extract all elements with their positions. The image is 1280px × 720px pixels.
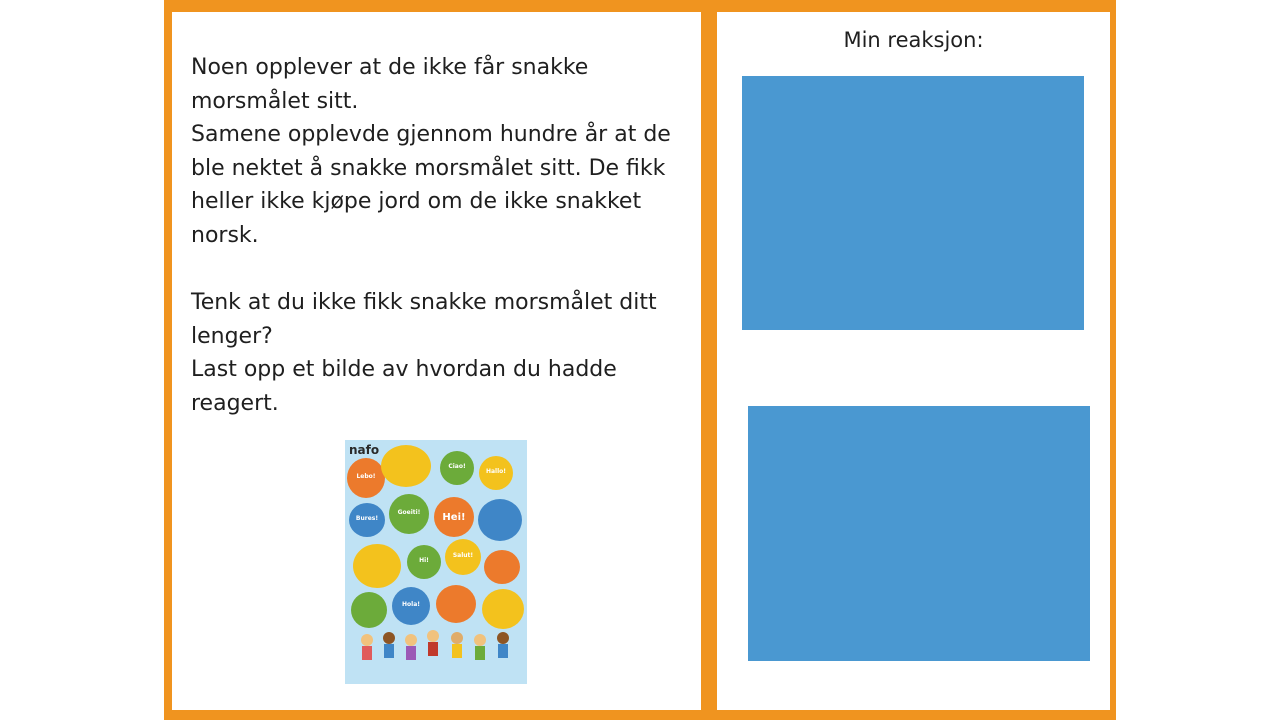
bubble-label: Hei! — [442, 512, 466, 523]
prompt-paragraph-2: Samene opplevde gjennom hundre år at de ble nektet å snakke morsmålet sitt. De fikk heller ikke kjøpe jord om de ikke snakket norsk. — [191, 122, 671, 248]
bubble-label: Hallo! — [485, 468, 507, 475]
prompt-paragraph-1: Noen opplever at de ikke får snakke morsmålet sitt. — [191, 55, 589, 114]
bubble-label: Ciao! — [448, 463, 466, 470]
prompt-text — [191, 51, 691, 421]
bubble-label: Bures! — [355, 515, 379, 522]
reaction-title: Min reaksjon: — [843, 28, 984, 52]
bubble-label: Hola! — [402, 601, 420, 608]
poster-logo: nafo — [349, 443, 380, 457]
upload-placeholder-2[interactable] — [748, 406, 1090, 661]
prompt-paragraph-4: Last opp et bilde av hvordan du hadde reagert. — [191, 357, 617, 416]
bubble-label: Lebo! — [356, 473, 376, 480]
upload-placeholder-1[interactable] — [742, 76, 1084, 330]
bubble-label: Salut! — [452, 552, 474, 559]
bubble-label: Goeiti! — [397, 509, 421, 516]
bubble-label: Hi! — [419, 557, 429, 564]
prompt-paragraph-3: Tenk at du ikke fikk snakke morsmålet ditt lenger? — [191, 290, 657, 349]
greetings-poster-image — [345, 440, 527, 684]
